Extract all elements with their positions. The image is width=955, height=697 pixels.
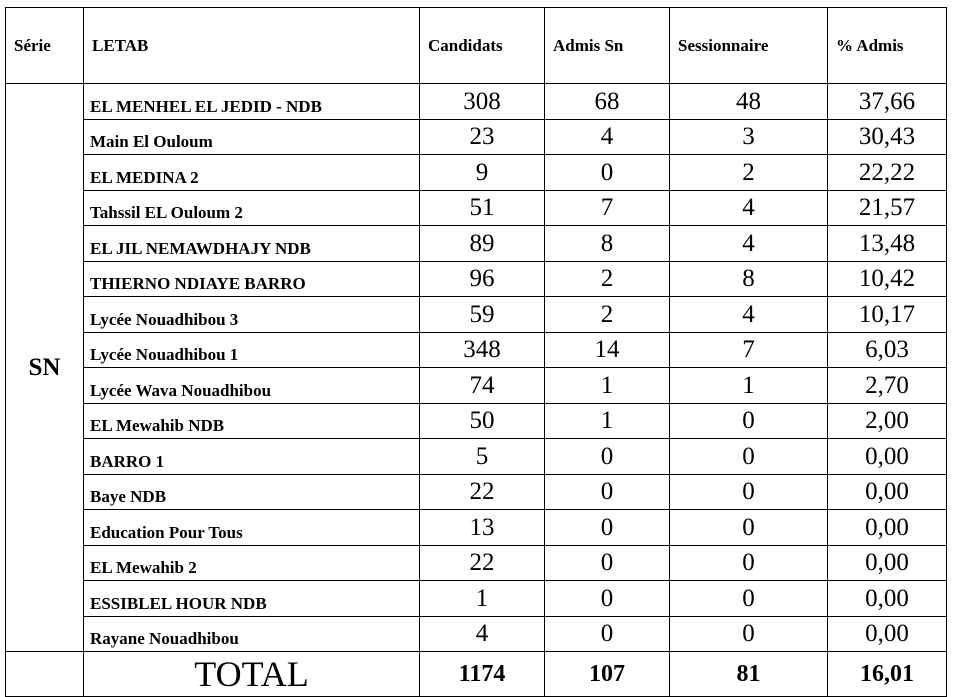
admis-cell: 2 bbox=[545, 261, 670, 297]
sessionnaire-cell: 1 bbox=[670, 368, 828, 404]
header-sessionnaire: Sessionnaire bbox=[670, 8, 828, 84]
table-row bbox=[6, 510, 947, 546]
sessionnaire-cell: 4 bbox=[670, 226, 828, 262]
total-admis: 107 bbox=[545, 652, 670, 697]
admis-cell: 14 bbox=[545, 332, 670, 368]
school-name-cell: Tahssil EL Ouloum 2 bbox=[84, 190, 420, 226]
table-row bbox=[6, 581, 947, 617]
pct-admis-cell: 21,57 bbox=[828, 190, 947, 226]
sessionnaire-cell: 4 bbox=[670, 190, 828, 226]
pct-admis-cell: 22,22 bbox=[828, 155, 947, 191]
school-name-cell: Main El Ouloum bbox=[84, 119, 420, 155]
pct-admis-cell: 0,00 bbox=[828, 616, 947, 652]
candidats-cell: 308 bbox=[420, 84, 545, 120]
school-name-cell: Lycée Nouadhibou 3 bbox=[84, 297, 420, 333]
header-admis-sn: Admis Sn bbox=[545, 8, 670, 84]
admis-cell: 0 bbox=[545, 616, 670, 652]
pct-admis-cell: 0,00 bbox=[828, 510, 947, 546]
sessionnaire-cell: 0 bbox=[670, 616, 828, 652]
table-row bbox=[6, 297, 947, 333]
total-pct: 16,01 bbox=[828, 652, 947, 697]
table-row bbox=[6, 474, 947, 510]
total-empty-cell bbox=[6, 652, 84, 697]
pct-admis-cell: 6,03 bbox=[828, 332, 947, 368]
table-row bbox=[6, 155, 947, 191]
candidats-cell: 89 bbox=[420, 226, 545, 262]
admis-cell: 0 bbox=[545, 155, 670, 191]
admis-cell: 1 bbox=[545, 368, 670, 404]
school-name-cell: Baye NDB bbox=[84, 474, 420, 510]
table-row bbox=[6, 84, 947, 120]
sessionnaire-cell: 0 bbox=[670, 510, 828, 546]
sessionnaire-cell: 8 bbox=[670, 261, 828, 297]
table-row bbox=[6, 190, 947, 226]
table-row bbox=[6, 332, 947, 368]
candidats-cell: 22 bbox=[420, 545, 545, 581]
sessionnaire-cell: 0 bbox=[670, 474, 828, 510]
results-table bbox=[5, 7, 947, 697]
school-name-cell: BARRO 1 bbox=[84, 439, 420, 475]
header-row bbox=[6, 8, 947, 84]
admis-cell: 0 bbox=[545, 474, 670, 510]
serie-cell: SN bbox=[6, 84, 84, 652]
candidats-cell: 23 bbox=[420, 119, 545, 155]
admis-cell: 68 bbox=[545, 84, 670, 120]
table-row bbox=[6, 403, 947, 439]
header-pct-admis: % Admis bbox=[828, 8, 947, 84]
pct-admis-cell: 0,00 bbox=[828, 439, 947, 475]
candidats-cell: 5 bbox=[420, 439, 545, 475]
pct-admis-cell: 0,00 bbox=[828, 581, 947, 617]
admis-cell: 0 bbox=[545, 510, 670, 546]
candidats-cell: 96 bbox=[420, 261, 545, 297]
pct-admis-cell: 30,43 bbox=[828, 119, 947, 155]
candidats-cell: 74 bbox=[420, 368, 545, 404]
table-row bbox=[6, 368, 947, 404]
admis-cell: 7 bbox=[545, 190, 670, 226]
admis-cell: 0 bbox=[545, 439, 670, 475]
school-name-cell: EL JIL NEMAWDHAJY NDB bbox=[84, 226, 420, 262]
school-name-cell: ESSIBLEL HOUR NDB bbox=[84, 581, 420, 617]
total-label: TOTAL bbox=[84, 652, 420, 697]
school-name-cell: Rayane Nouadhibou bbox=[84, 616, 420, 652]
candidats-cell: 9 bbox=[420, 155, 545, 191]
school-name-cell: EL Mewahib 2 bbox=[84, 545, 420, 581]
table-row bbox=[6, 439, 947, 475]
candidats-cell: 13 bbox=[420, 510, 545, 546]
candidats-cell: 22 bbox=[420, 474, 545, 510]
pct-admis-cell: 2,00 bbox=[828, 403, 947, 439]
candidats-cell: 4 bbox=[420, 616, 545, 652]
total-sessionnaire: 81 bbox=[670, 652, 828, 697]
school-name-cell: Lycée Nouadhibou 1 bbox=[84, 332, 420, 368]
candidats-cell: 348 bbox=[420, 332, 545, 368]
sessionnaire-cell: 7 bbox=[670, 332, 828, 368]
school-name-cell: EL MEDINA 2 bbox=[84, 155, 420, 191]
school-name-cell: Education Pour Tous bbox=[84, 510, 420, 546]
sessionnaire-cell: 0 bbox=[670, 545, 828, 581]
school-name-cell: EL Mewahib NDB bbox=[84, 403, 420, 439]
pct-admis-cell: 10,42 bbox=[828, 261, 947, 297]
school-name-cell: THIERNO NDIAYE BARRO bbox=[84, 261, 420, 297]
school-name-cell: EL MENHEL EL JEDID - NDB bbox=[84, 84, 420, 120]
total-candidats: 1174 bbox=[420, 652, 545, 697]
table-row bbox=[6, 545, 947, 581]
candidats-cell: 59 bbox=[420, 297, 545, 333]
table-row bbox=[6, 226, 947, 262]
candidats-cell: 50 bbox=[420, 403, 545, 439]
admis-cell: 4 bbox=[545, 119, 670, 155]
admis-cell: 0 bbox=[545, 545, 670, 581]
admis-cell: 2 bbox=[545, 297, 670, 333]
table-row bbox=[6, 261, 947, 297]
pct-admis-cell: 37,66 bbox=[828, 84, 947, 120]
admis-cell: 1 bbox=[545, 403, 670, 439]
admis-cell: 8 bbox=[545, 226, 670, 262]
pct-admis-cell: 10,17 bbox=[828, 297, 947, 333]
sessionnaire-cell: 0 bbox=[670, 581, 828, 617]
sessionnaire-cell: 48 bbox=[670, 84, 828, 120]
pct-admis-cell: 2,70 bbox=[828, 368, 947, 404]
sessionnaire-cell: 0 bbox=[670, 403, 828, 439]
sessionnaire-cell: 4 bbox=[670, 297, 828, 333]
school-name-cell: Lycée Wava Nouadhibou bbox=[84, 368, 420, 404]
sessionnaire-cell: 0 bbox=[670, 439, 828, 475]
pct-admis-cell: 0,00 bbox=[828, 474, 947, 510]
candidats-cell: 51 bbox=[420, 190, 545, 226]
header-candidats: Candidats bbox=[420, 8, 545, 84]
total-row bbox=[6, 652, 947, 697]
table-row bbox=[6, 119, 947, 155]
sessionnaire-cell: 2 bbox=[670, 155, 828, 191]
table-row bbox=[6, 616, 947, 652]
header-letab: LETAB bbox=[84, 8, 420, 84]
header-serie: Série bbox=[6, 8, 84, 84]
candidats-cell: 1 bbox=[420, 581, 545, 617]
sessionnaire-cell: 3 bbox=[670, 119, 828, 155]
pct-admis-cell: 13,48 bbox=[828, 226, 947, 262]
admis-cell: 0 bbox=[545, 581, 670, 617]
pct-admis-cell: 0,00 bbox=[828, 545, 947, 581]
